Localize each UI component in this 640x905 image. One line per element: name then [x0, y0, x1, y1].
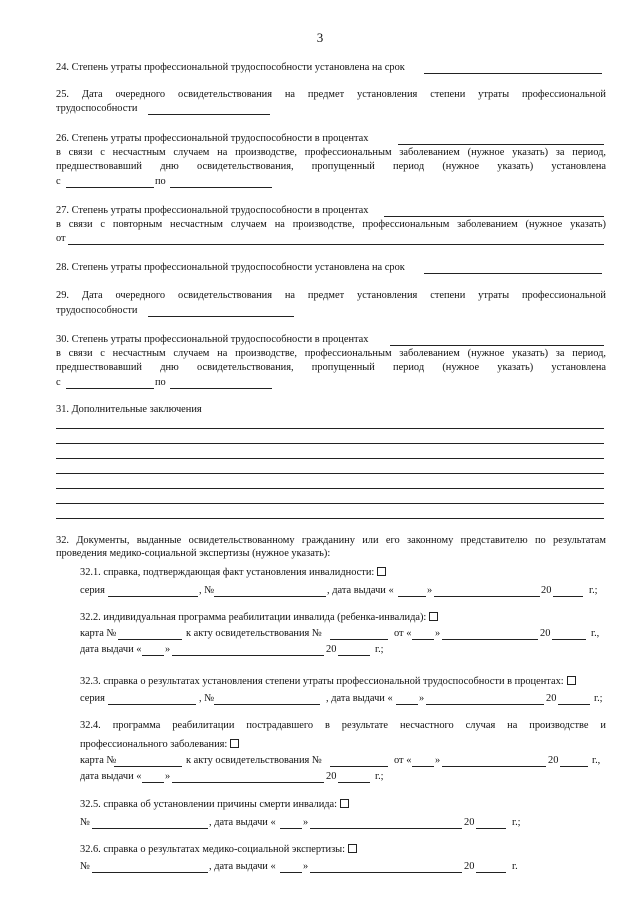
doc-32-3-year-suffix: г.; [594, 693, 603, 704]
item-25-line1: 25. Дата очередного освидетельствования на предмет установления степени утраты профессиональной [56, 89, 606, 100]
doc-32-4-line2: профессионального заболевания: [80, 739, 228, 750]
item-25-line2: трудоспособности [56, 103, 138, 114]
item-29-field[interactable] [148, 316, 294, 317]
doc-32-3-date-label: , дата выдачи « [326, 693, 393, 704]
doc-32-2-year2-prefix: 20 [326, 644, 337, 655]
item-25-field[interactable] [148, 114, 270, 115]
doc-32-2-year-field[interactable] [552, 639, 586, 640]
doc-32-1-number-label: , № [199, 585, 215, 596]
doc-32-2-year-suffix: г., [591, 628, 600, 639]
item-26-to-label: по [155, 176, 166, 187]
doc-32-3-number-field[interactable] [214, 704, 320, 705]
doc-32-4-year2-suffix: г.; [375, 771, 384, 782]
doc-32-2-day-field[interactable] [142, 655, 164, 656]
doc-32-5-checkbox[interactable] [340, 799, 349, 808]
doc-32-6-day-field[interactable] [280, 872, 302, 873]
item-26-percent-field[interactable] [398, 144, 604, 145]
doc-32-6-year-field[interactable] [476, 872, 506, 873]
page-number: 3 [316, 30, 324, 45]
doc-32-6-year-prefix: 20 [464, 861, 475, 872]
doc-32-2-act-field[interactable] [330, 639, 388, 640]
doc-32-3-checkbox[interactable] [567, 676, 576, 685]
doc-32-4-date-label: дата выдачи « [80, 771, 142, 782]
doc-32-4-from-day-field[interactable] [412, 766, 434, 767]
item-30-from-field[interactable] [66, 388, 154, 389]
item-28-text: 28. Степень утраты профессиональной трудоспособности установлена на срок [56, 262, 405, 273]
doc-32-2-row [80, 612, 438, 624]
doc-32-2-card-field[interactable] [118, 639, 182, 640]
item-29-line1: 29. Дата очередного освидетельствования на предмет установления степени утраты профессиональной [56, 290, 606, 301]
item-30-to-field[interactable] [170, 388, 272, 389]
item-27-percent-field[interactable] [384, 216, 604, 217]
doc-32-1-month-field[interactable] [434, 596, 540, 597]
item-31-line-4[interactable] [56, 473, 604, 474]
doc-32-1-day-field[interactable] [398, 596, 426, 597]
doc-32-3-seria-label: серия [80, 693, 105, 704]
doc-32-2-date-label: дата выдачи « [80, 644, 142, 655]
doc-32-1-checkbox[interactable] [377, 567, 386, 576]
doc-32-1-row [80, 567, 386, 579]
doc-32-6-row [80, 844, 357, 856]
item-28-field[interactable] [424, 273, 602, 274]
item-27-line1: 27. Степень утраты профессиональной трудоспособности в процентах [56, 205, 369, 216]
doc-32-2-from-month-field[interactable] [442, 639, 538, 640]
doc-32-6-year-suffix: г. [512, 861, 518, 872]
item-30-to-label: по [155, 377, 166, 388]
doc-32-2-quote2: » [165, 644, 171, 655]
doc-32-1-seria-label: серия [80, 585, 105, 596]
doc-32-4-row [80, 739, 239, 751]
doc-32-4-day-field[interactable] [142, 782, 164, 783]
doc-32-2-title: 32.2. индивидуальная программа реабилитации инвалида (ребенка-инвалида): [80, 612, 427, 623]
doc-32-1-date-label: , дата выдачи « [327, 585, 394, 596]
doc-32-5-title: 32.5. справка об установлении причины смерти инвалида: [80, 799, 338, 810]
doc-32-3-row [80, 676, 576, 688]
doc-32-5-year-prefix: 20 [464, 817, 475, 828]
doc-32-5-month-field[interactable] [310, 828, 462, 829]
doc-32-6-title: 32.6. справка о результатах медико-социальной экспертизы: [80, 844, 346, 855]
item-26-from-field[interactable] [66, 187, 154, 188]
doc-32-1-year-prefix: 20 [541, 585, 552, 596]
item-27-line2: в связи с повторным несчастным случаем на производстве, профессиональным заболеванием (нужное указать) [56, 219, 606, 230]
doc-32-6-number-label: № [80, 861, 90, 872]
item-26-line3: предшествовавший дню освидетельствования, пропущенный период (нужное указать) установлена [56, 161, 606, 172]
doc-32-4-year-prefix: 20 [548, 755, 559, 766]
doc-32-4-card-label: карта № [80, 755, 117, 766]
doc-32-4-card-field[interactable] [114, 766, 182, 767]
doc-32-2-card-label: карта № [80, 628, 117, 639]
item-26-line1: 26. Степень утраты профессиональной трудоспособности в процентах [56, 133, 369, 144]
doc-32-2-checkbox[interactable] [429, 612, 438, 621]
doc-32-2-year2-field[interactable] [338, 655, 370, 656]
item-31-line-3[interactable] [56, 458, 604, 459]
item-31-line-5[interactable] [56, 488, 604, 489]
doc-32-6-quote: » [303, 861, 309, 872]
item-30-line1: 30. Степень утраты профессиональной трудоспособности в процентах [56, 334, 369, 345]
doc-32-4-act-field[interactable] [330, 766, 388, 767]
doc-32-4-act-label: к акту освидетельствования № [186, 755, 322, 766]
doc-32-2-quote: » [435, 628, 441, 639]
doc-32-3-quote: » [419, 693, 425, 704]
item-32-line2: проведения медико-социальной экспертизы (нужное указать): [56, 548, 331, 559]
doc-32-3-year-field[interactable] [558, 704, 590, 705]
doc-32-1-year-suffix: г.; [589, 585, 598, 596]
doc-32-2-from-label: от « [394, 628, 412, 639]
doc-32-2-year-prefix: 20 [540, 628, 551, 639]
doc-32-5-year-suffix: г.; [512, 817, 521, 828]
doc-32-6-date-label: , дата выдачи « [209, 861, 276, 872]
item-30-percent-field[interactable] [390, 345, 604, 346]
item-26-from-label: с [56, 176, 61, 187]
item-31-line-2[interactable] [56, 443, 604, 444]
doc-32-5-day-field[interactable] [280, 828, 302, 829]
item-24-field[interactable] [424, 73, 602, 74]
item-30-line3: предшествовавший дню освидетельствования, пропущенный период (нужное указать) установлена [56, 362, 606, 373]
doc-32-4-year-suffix: г., [592, 755, 601, 766]
item-31-line-7[interactable] [56, 518, 604, 519]
item-32-line1: 32. Документы, выданные освидетельствованному гражданину или его законному представителю по результатам [56, 535, 606, 546]
doc-32-4-month-field[interactable] [172, 782, 324, 783]
doc-32-6-number-field[interactable] [92, 872, 208, 873]
doc-32-1-number-field[interactable] [214, 596, 326, 597]
doc-32-1-seria-field[interactable] [108, 596, 198, 597]
doc-32-4-from-month-field[interactable] [442, 766, 546, 767]
doc-32-6-month-field[interactable] [310, 872, 462, 873]
doc-32-6-checkbox[interactable] [348, 844, 357, 853]
item-27-from-field[interactable] [68, 244, 604, 245]
doc-32-5-number-label: № [80, 817, 90, 828]
item-30-line2: в связи с несчастным случаем на производстве, профессиональным заболеванием (нужное указать) за период, [56, 348, 606, 359]
item-26-line2: в связи с несчастным случаем на производстве, профессиональным заболеванием (нужное указать) за период, [56, 147, 606, 158]
doc-32-2-act-label: к акту освидетельствования № [186, 628, 322, 639]
doc-32-3-seria-field[interactable] [108, 704, 196, 705]
item-24-text: 24. Степень утраты профессиональной трудоспособности установлена на срок [56, 62, 405, 73]
item-26-to-field[interactable] [170, 187, 272, 188]
doc-32-3-title: 32.3. справка о результатах установления степени утраты профессиональной трудоспособности в процентах: [80, 676, 564, 687]
doc-32-1-title: 32.1. справка, подтверждающая факт установления инвалидности: [80, 567, 375, 578]
doc-32-3-number-label: , № [199, 693, 215, 704]
item-31-line-6[interactable] [56, 503, 604, 504]
item-31-line-1[interactable] [56, 428, 604, 429]
doc-32-2-year2-suffix: г.; [375, 644, 384, 655]
doc-32-2-month-field[interactable] [172, 655, 324, 656]
doc-32-4-year2-field[interactable] [338, 782, 370, 783]
item-30-from-label: с [56, 377, 61, 388]
item-29-line2: трудоспособности [56, 305, 138, 316]
doc-32-5-date-label: , дата выдачи « [209, 817, 276, 828]
doc-32-4-year2-prefix: 20 [326, 771, 337, 782]
doc-32-5-quote: » [303, 817, 309, 828]
doc-32-4-quote: » [435, 755, 441, 766]
item-27-from-label: от [56, 233, 66, 244]
doc-32-3-year-prefix: 20 [546, 693, 557, 704]
doc-32-5-year-field[interactable] [476, 828, 506, 829]
doc-32-2-from-day-field[interactable] [412, 639, 434, 640]
doc-32-5-number-field[interactable] [92, 828, 208, 829]
doc-32-3-day-field[interactable] [396, 704, 418, 705]
item-31-text: 31. Дополнительные заключения [56, 404, 202, 415]
doc-32-1-quote: » [427, 585, 433, 596]
doc-32-4-line1: 32.4. программа реабилитации пострадавшего в результате несчастного случая на производстве и [80, 720, 606, 731]
doc-32-1-year-field[interactable] [553, 596, 583, 597]
doc-32-3-month-field[interactable] [426, 704, 544, 705]
doc-32-4-year-field[interactable] [560, 766, 588, 767]
doc-32-5-row [80, 799, 349, 811]
doc-32-4-from-label: от « [394, 755, 412, 766]
doc-32-4-checkbox[interactable] [230, 739, 239, 748]
doc-32-4-quote2: » [165, 771, 171, 782]
